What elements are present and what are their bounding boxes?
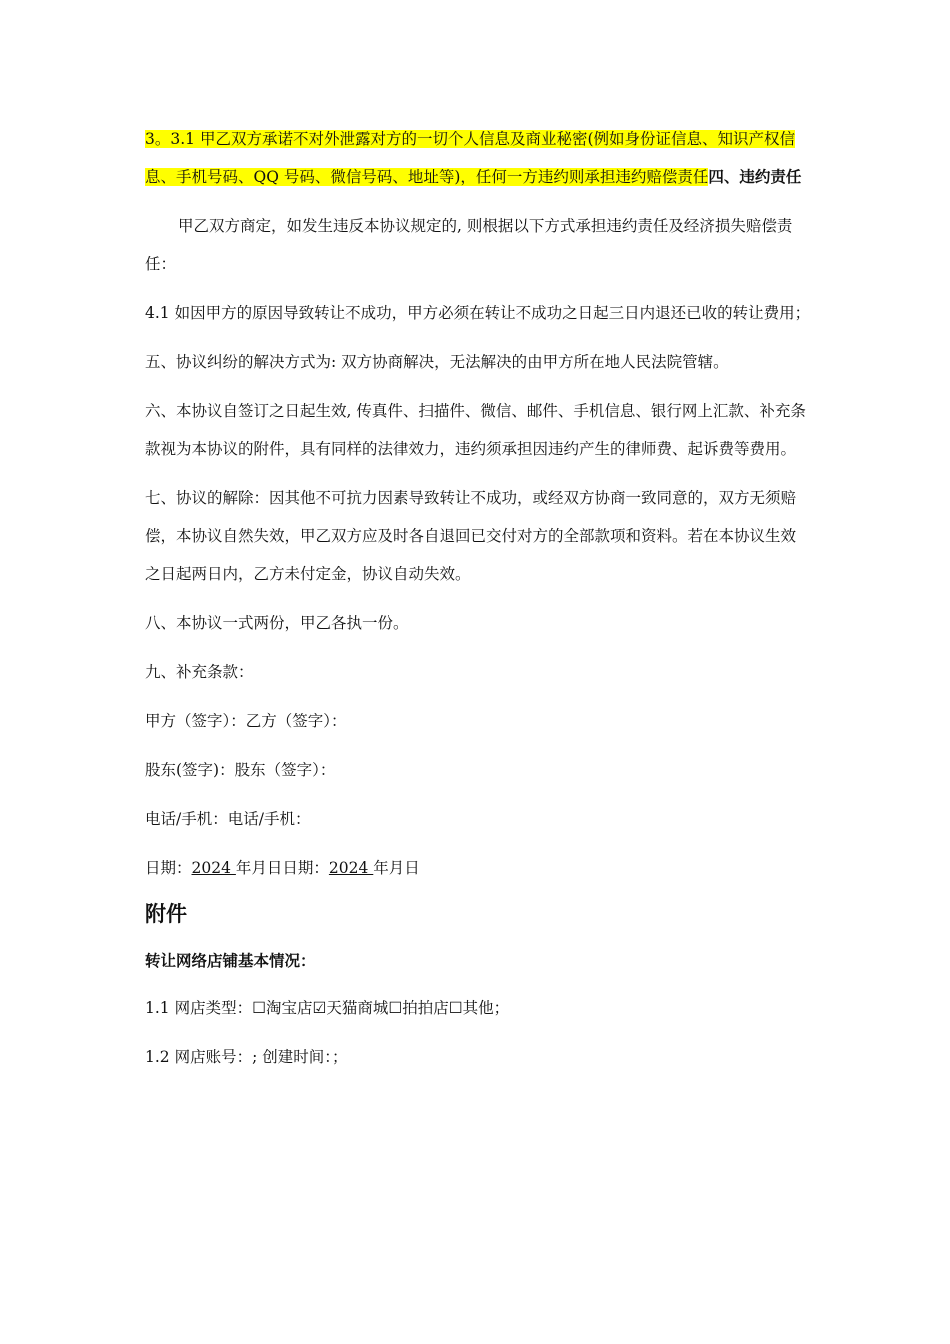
date-prefix: 日期： [145,859,192,877]
date-suffix: 年月日 [373,859,420,877]
date-line [145,849,811,887]
attachment-subtitle: 转让网络店铺基本情况： [145,952,316,970]
clause-3-1 [145,120,811,196]
document-body [145,120,811,1087]
attachment-item-1-2-store-account: 1.2 网店账号：; 创建时间：； [145,1048,348,1066]
section-7-termination: 七、协议的解除：因其他不可抗力因素导致转让不成功，或经双方协商一致同意的，双方无须赔偿，本协议自然失效，甲乙双方应及时各自退回已交付对方的全部款项和资料。若在本协议生效之日起两日内，乙方未付定金，协议自动失效。 [145,489,797,583]
highlighted-confidentiality-clause: 3。3.1 甲乙双方承诺不对外泄露对方的一切个人信息及商业秘密(例如身份证信息、知识产权信息、手机号码、QQ 号码、微信号码、地址等)，任何一方违约则承担违约赔偿责任 [145,130,795,186]
attachment-item-1-1-store-type: 1.1 网店类型：☐淘宝店☑天猫商城☐拍拍店☐其他； [145,999,510,1017]
clause-4-1: 4.1 如因甲方的原因导致转让不成功，甲方必须在转让不成功之日起三日内退还已收的转让费用； [145,304,811,322]
party-signature-line: 甲方（签字）：乙方（签字）： [145,712,347,730]
date-middle: 年月日日期： [235,859,329,877]
date-year-a: 2024 [191,859,236,877]
section-4-heading: 四、违约责任 [708,167,802,186]
phone-line: 电话/手机：电话/手机： [145,810,311,828]
shareholder-signature-line: 股东(签字)：股东（签字）： [145,761,336,779]
section-5-dispute-resolution: 五、协议纠纷的解决方式为: 双方协商解决，无法解决的由甲方所在地人民法院管辖。 [145,353,729,371]
section-8-copies: 八、本协议一式两份，甲乙各执一份。 [145,614,409,632]
section-6-effectiveness: 六、本协议自签订之日起生效, 传真件、扫描件、微信、邮件、手机信息、银行网上汇款、补充条款视为本协议的附件，具有同样的法律效力，违约须承担因违约产生的律师费、起诉费等费用。 [145,402,806,458]
section-4-intro: 甲乙双方商定，如发生违反本协议规定的, 则根据以下方式承担违约责任及经济损失赔偿责任： [145,217,793,273]
attachment-title: 附件 [145,902,187,926]
date-year-b: 2024 [328,859,374,877]
section-9-supplementary-terms: 九、补充条款： [145,663,254,681]
